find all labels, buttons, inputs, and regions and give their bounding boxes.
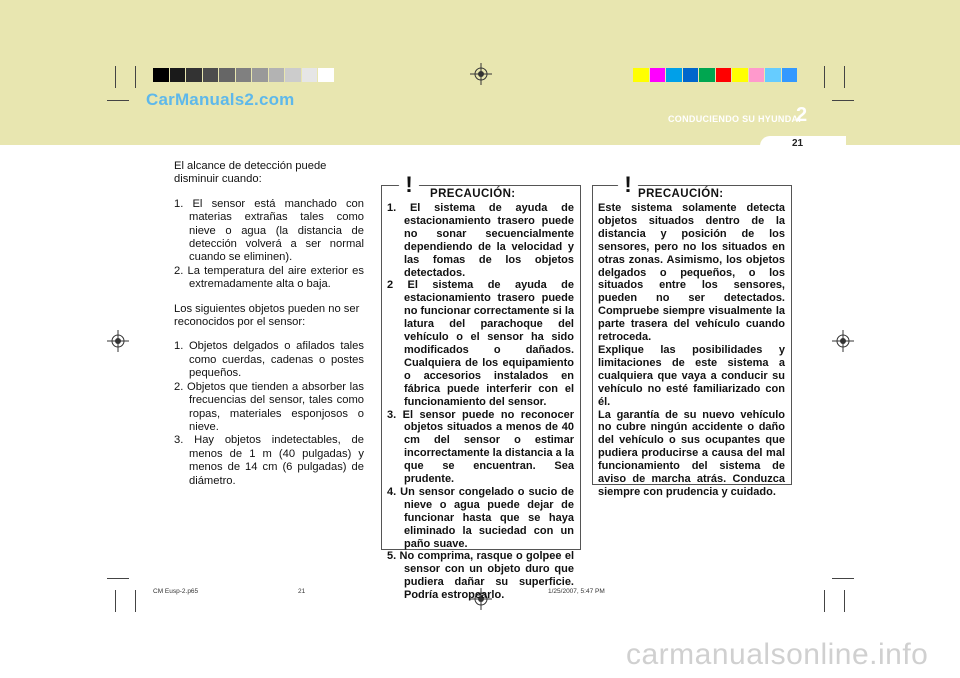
color-swatch: [269, 68, 285, 82]
list-item: 4. Un sensor congelado o sucio de nieve o agua puede dejar de funcionar hasta que se haya eliminado la suciedad con un paño suave.: [387, 485, 574, 550]
list-item: 2. Objetos que tienden a absorber las frecuencias del sensor, tales como ropas, materiales esponjosos o nieve.: [174, 380, 364, 433]
color-swatch: [302, 68, 318, 82]
color-swatch: [782, 68, 798, 82]
color-swatch: [318, 68, 334, 82]
color-swatch: [236, 68, 252, 82]
list-item: 2 El sistema de ayuda de estacionamiento trasero puede no funcionar correctamente si la latura del parachoque del vehículo o el sensor ha sido modificados o dañados. Cualquiera de los equipamiento o accesorios instalados en fábrica puede interferir con el funcionamiento del sensor.: [387, 279, 574, 408]
detection-range-list: [174, 198, 364, 292]
caution-title: PRECAUCIÓN:: [430, 188, 516, 200]
section-number: 2: [796, 104, 808, 126]
color-swatch: [699, 68, 715, 82]
crop-mark: [115, 590, 116, 612]
grayscale-calibration-bar: [153, 68, 335, 82]
registration-target-icon: [107, 330, 129, 352]
caution-list: [387, 202, 574, 602]
registration-target-icon: [470, 63, 492, 85]
crop-mark: [832, 100, 854, 101]
caution-paragraph: Explique las posibilidades y limitaciones de este sistema a cualquiera que vaya a conducir su vehículo no esté familiarizado con él.: [598, 343, 785, 408]
color-swatch: [252, 68, 268, 82]
list-item: 1. El sistema de ayuda de estacionamiento trasero puede no sonar secuencialmente dependiendo de la velocidad y las fomas de los objetos detectados.: [387, 202, 574, 279]
footer-page: 21: [298, 588, 306, 595]
crop-mark: [824, 66, 825, 88]
list-item: 3. Hay objetos indetectables, de menos de 1 m (40 pulgadas) y menos de 14 cm (6 pulgadas) de diámetro.: [174, 434, 364, 487]
caution-content: [387, 202, 574, 602]
list-item: 2. La temperatura del aire exterior es extremadamente alta o baja.: [174, 264, 364, 291]
detection-range-intro: El alcance de detección puede disminuir cuando:: [174, 160, 327, 186]
registration-target-icon: [832, 330, 854, 352]
footer-file-name: CM Eusp-2.p65: [153, 588, 199, 595]
crop-mark: [844, 590, 845, 612]
list-item: 3. El sensor puede no reconocer objetos situados a menos de 40 cm del sensor o estimar incorrectamente la distancia a la que se encuentran. Sea prudente.: [387, 408, 574, 486]
color-swatch: [170, 68, 186, 82]
caution-paragraph: La garantía de su nuevo vehículo no cubre ningún accidente o daño del vehículo o sus ocupantes que pudiera producirse a causa del mal funcionamiento del sistema de aviso de marcha atrás. Conduzca siempre con prudencia y cuidado.: [598, 408, 785, 498]
caution-paragraph: Este sistema solamente detecta objetos situados dentro de la distancia y posición de los sensores, pero no los situados en otras zonas. Asimismo, los objetos delgados o pequeños, o los situados entre los sensores, pueden no ser detectados. Compruebe siempre visualmente la parte trasera del vehículo cuando retroceda.: [598, 202, 785, 344]
caution-content: [598, 202, 785, 499]
page-number: 21: [792, 138, 804, 149]
footer-timestamp: 1/25/2007, 5:47 PM: [548, 588, 605, 595]
unrecognized-objects-intro: Los siguientes objetos pueden no ser reconocidos por el sensor:: [174, 302, 360, 329]
crop-mark: [135, 66, 136, 88]
color-swatch: [749, 68, 765, 82]
crop-mark: [832, 578, 854, 579]
color-swatch: [203, 68, 219, 82]
list-item: 1. El sensor está manchado con materias extrañas tales como nieve o agua (la distancia de detección volverá a ser normal cuando se eliminen).: [174, 197, 364, 264]
caution-box-system-scope: [592, 172, 792, 498]
color-swatch: [666, 68, 682, 82]
crop-mark: [824, 590, 825, 612]
caution-title: PRECAUCIÓN:: [638, 188, 724, 200]
list-item: 1. Objetos delgados o afilados tales como cuerdas, cadenas o postes pequeños.: [174, 340, 364, 380]
crop-mark: [107, 100, 129, 101]
color-swatch: [633, 68, 649, 82]
list-item: 5. No comprima, rasque o golpee el sensor con un objeto duro que pudiera dañar su superficie. Podría estropearlo.: [387, 550, 574, 602]
warning-triangle-icon: [392, 168, 426, 198]
color-swatch: [650, 68, 666, 82]
color-swatch: [765, 68, 781, 82]
color-swatch: [716, 68, 732, 82]
crop-mark: [115, 66, 116, 88]
color-calibration-bar: [633, 68, 798, 82]
carmanuals-watermark[interactable]: CarManuals2.com: [146, 90, 295, 109]
color-swatch: [683, 68, 699, 82]
warning-glyph: !: [405, 172, 413, 197]
crop-mark: [844, 66, 845, 88]
site-watermark[interactable]: carmanualsonline.info: [626, 638, 929, 671]
color-swatch: [732, 68, 748, 82]
crop-mark: [135, 590, 136, 612]
warning-glyph: !: [624, 172, 632, 197]
unrecognized-objects-list: [174, 340, 364, 487]
crop-mark: [107, 578, 129, 579]
color-swatch: [285, 68, 301, 82]
body-text-column: [174, 160, 364, 499]
section-title: CONDUCIENDO SU HYUNDAI: [668, 114, 802, 124]
color-swatch: [186, 68, 202, 82]
color-swatch: [219, 68, 235, 82]
color-swatch: [153, 68, 169, 82]
